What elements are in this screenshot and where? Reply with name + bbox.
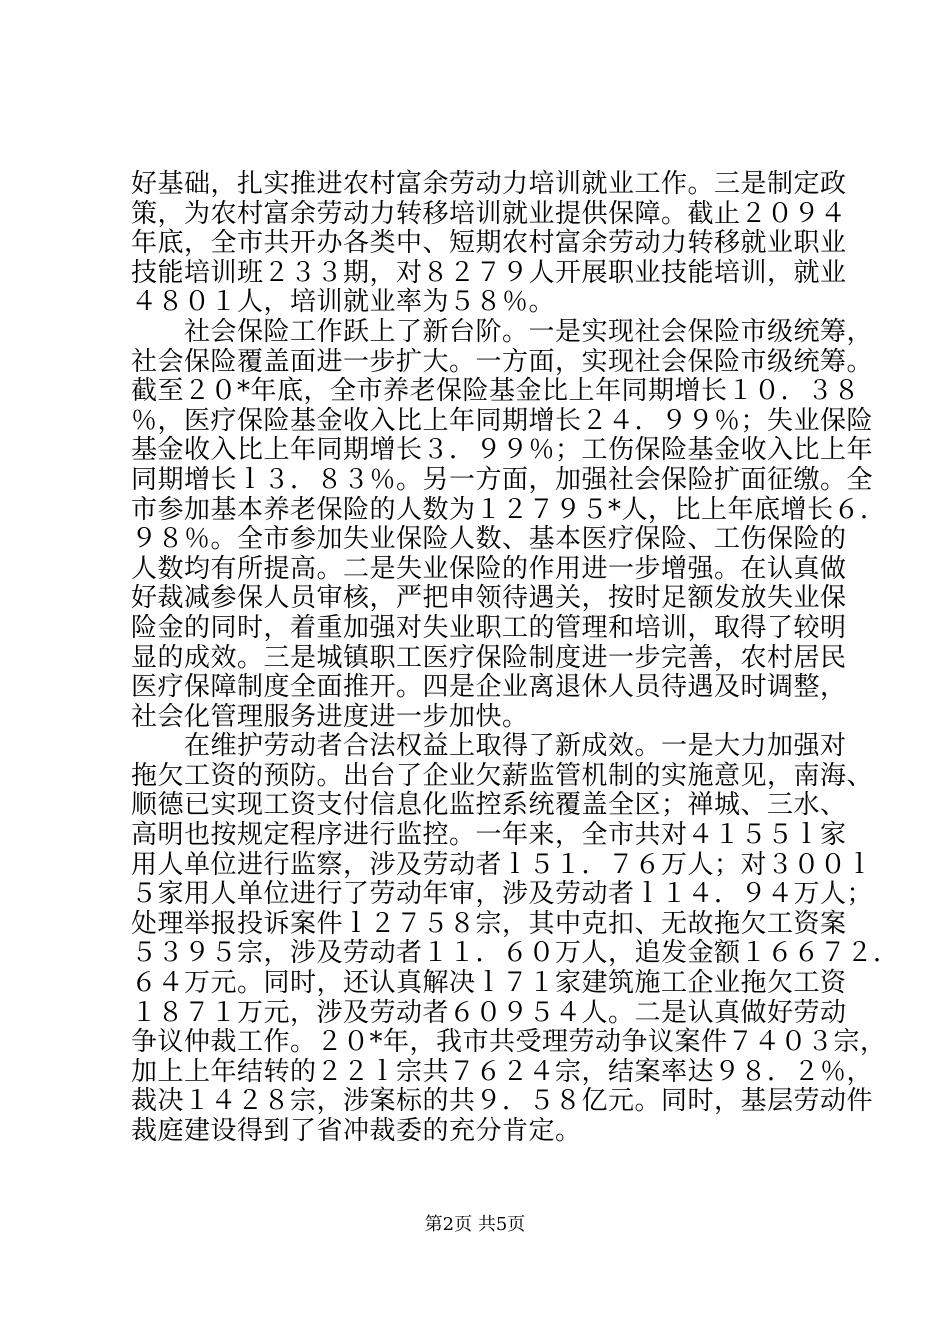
text-line: ４８０１人，培训就业率为５８％。 [131,287,556,318]
text-line: 在维护劳动者合法权益上取得了新成效。一是大力加强对 [131,731,847,762]
text-line: 高明也按规定程序进行监控。一年来，全市共对４１５５ｌ家 [131,820,847,851]
text-line: １８７１万元，涉及劳动者６０９５４人。二是认真做好劳动 [131,997,847,1028]
text-line: 险金的同时，着重加强对失业职工的管理和培训，取得了较明 [131,612,847,643]
text-line: 医疗保障制度全面推开。四是企业离退休人员待遇及时调整， [131,672,847,703]
text-line: ５３９５宗，涉及劳动者１１．６０万人，追发金额１６６７２． [131,938,900,969]
text-line: ９８％。全市参加失业保险人数、基本医疗保险、工伤保险的 [131,524,847,555]
text-line: 同期增长ｌ３．８３％。另一方面，加强社会保险扩面征缴。全 [131,464,874,495]
text-line: 好裁减参保人员审核，严把申领待遇关，按时足额发放失业保 [131,583,847,614]
text-line: 显的成效。三是城镇职工医疗保险制度进一步完善，农村居民 [131,642,847,673]
text-line: 人数均有所提高。二是失业保险的作用进一步增强。在认真做 [131,553,847,584]
text-line: 技能培训班２３３期，对８２７９人开展职业技能培训，就业 [131,257,847,288]
text-line: 社会化管理服务进度进一步加快。 [131,701,529,732]
text-line: 处理举报投诉案件ｌ２７５８宗，其中克扣、无故拖欠工资案 [131,908,847,939]
text-line: 社会保险工作跃上了新台阶。一是实现社会保险市级统筹， [131,316,874,347]
text-line: 用人单位进行监察，涉及劳动者ｌ５１．７６万人；对３００ｌ [131,849,874,880]
text-line: ６４万元。同时，还认真解决ｌ７１家建筑施工企业拖欠工资 [131,968,847,999]
document-body [131,169,900,1147]
text-line: 争议仲裁工作。２０*年，我市共受理劳动争议案件７４０３宗， [131,1027,887,1058]
text-line: 策，为农村富余劳动力转移培训就业提供保障。截止２０９４ [131,198,847,229]
text-line: 顺德已实现工资支付信息化监控系统覆盖全区；禅城、三水、 [131,790,847,821]
text-line: 基金收入比上年同期增长３．９９％；工伤保险基金收入比上年 [131,435,874,466]
text-line: 市参加基本养老保险的人数为１２７９５*人，比上年底增长６． [131,494,887,525]
text-line: 裁庭建设得到了省冲裁委的充分肯定。 [131,1116,582,1146]
page-number: 第2页 共5页 [424,1214,526,1235]
text-line: 加上上年结转的２２ｌ宗共７６２４宗，结案率达９８．２％， [131,1056,874,1087]
text-line: 拖欠工资的预防。出台了企业欠薪监管机制的实施意见，南海、 [131,760,874,791]
text-line: 截至２０*年底，全市养老保险基金比上年同期增长１０．３８ [131,376,861,407]
text-line: 社会保险覆盖面进一步扩大。一方面，实现社会保险市级统筹。 [131,346,874,377]
text-line: 年底，全市共开办各类中、短期农村富余劳动力转移就业职业 [131,228,847,259]
text-line: ５家用人单位进行了劳动年审，涉及劳动者ｌ１４．９４万人； [131,879,874,910]
text-line: ％，医疗保险基金收入比上年同期增长２４．９９％；失业保险 [131,405,874,436]
text-line: 裁决１４２８宗，涉案标的共９．５８亿元。同时，基层劳动件 [131,1086,874,1117]
text-line: 好基础，扎实推进农村富余劳动力培训就业工作。三是制定政 [131,169,847,199]
